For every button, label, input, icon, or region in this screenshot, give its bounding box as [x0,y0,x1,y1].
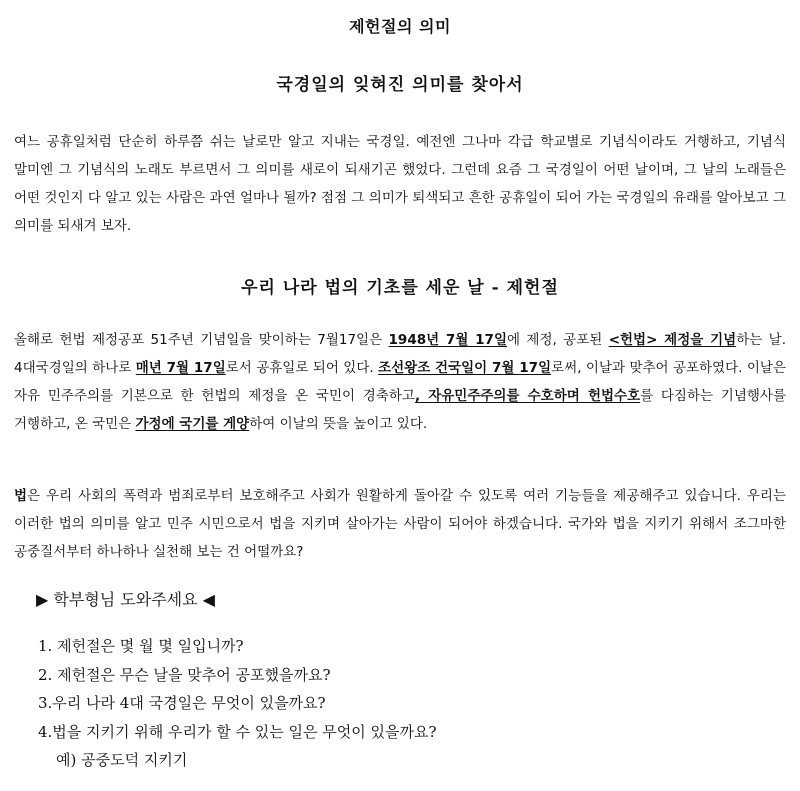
text-run: 하는 날. 4대국경일의 하나로 [14,332,786,376]
example-answer: 예) 공중도덕 지키기 [56,751,188,769]
constitution-day-paragraph [14,326,786,438]
emphasis-every-year: 매년 7월 17일 [135,360,226,376]
law-keyword: 법 [14,488,28,504]
parent-help-label: ▶ 학부형님 도와주세요 ◀ [36,590,215,609]
question-item: 4.법을 지키기 위해 우리가 할 수 있는 일은 무엇이 있을까요? [38,722,437,741]
text-run: 은 우리 사회의 폭력과 범죄로부터 보호해주고 사회가 원활하게 돌아갈 수 있도록 여러 기능들을 제공해주고 있습니다. 우리는 이러한 법의 의미를 알고 민주 시민으로서 법을 지키며 살아가는 사람이 되어야 하겠습니다. 국가와 법을 지키기 위해서 조그마한 공중질서부터 하나하나 실천해 보는 건 어떨까요? [14,488,786,560]
question-item: 1. 제헌절은 몇 월 몇 일입니까? [38,637,244,655]
page-title: 제헌절의 의미 [349,17,451,36]
emphasis-joseon: 조선왕조 건국일이 7월 17일 [378,360,552,376]
text-run: 를 다짐하는 기념행사를 거행하고, 온 국민은 [14,388,786,432]
emphasis-flag: 가정에 국기를 게양 [135,416,250,432]
text-run: 로써, 이날과 맞추어 공포하였다. 이날은 자유 민주주의를 기본으로 한 헌법의 제정을 온 국민이 경축하고 [14,360,786,404]
emphasis-defend-democracy: , 자유민주주의를 수호하며 헌법수호 [414,388,641,404]
law-paragraph [14,482,786,566]
text-run: 하여 이날의 뜻을 높이고 있다. [249,416,428,432]
question-list [38,632,437,775]
text-run: 로서 공휴일로 되어 있다. [225,360,379,376]
question-item: 3.우리 나라 4대 국경일은 무엇이 있을까요? [38,694,326,712]
emphasis-constitution: <헌법> 제정을 기념 [608,332,737,348]
intro-paragraph: 여느 공휴일처럼 단순히 하루쯤 쉬는 날로만 알고 지내는 국경일. 예전엔 그나마 각급 학교별로 기념식이라도 거행하고, 기념식 말미엔 그 기념식의 노래도 부르면서 그 의미를 새로이 되새기곤 했었다. 그런데 요즘 그 국경일이 어떤 날이며, 그 날의 노래들은 어떤 것인지 다 알고 있는 사람은 과연 얼마나 될까? 점점 그 의미가 퇴색되고 흔한 공휴일이 되어 가는 국경일의 유래를 알아보고 그 의미를 되새겨 보자. [14,134,786,234]
question-item: 2. 제헌절은 무슨 날을 맞추어 공포했을까요? [38,665,331,684]
section-heading: 우리 나라 법의 기초를 세운 날 - 제헌절 [241,278,559,298]
emphasis-date: 1948년 7월 17일 [388,332,507,348]
text-run: 올해로 헌법 제정공포 51주년 기념일을 맞이하는 7월17일은 [14,332,389,348]
page-subtitle: 국경일의 잊혀진 의미를 찾아서 [276,75,524,95]
text-run: 에 제정, 공포된 [507,332,609,348]
